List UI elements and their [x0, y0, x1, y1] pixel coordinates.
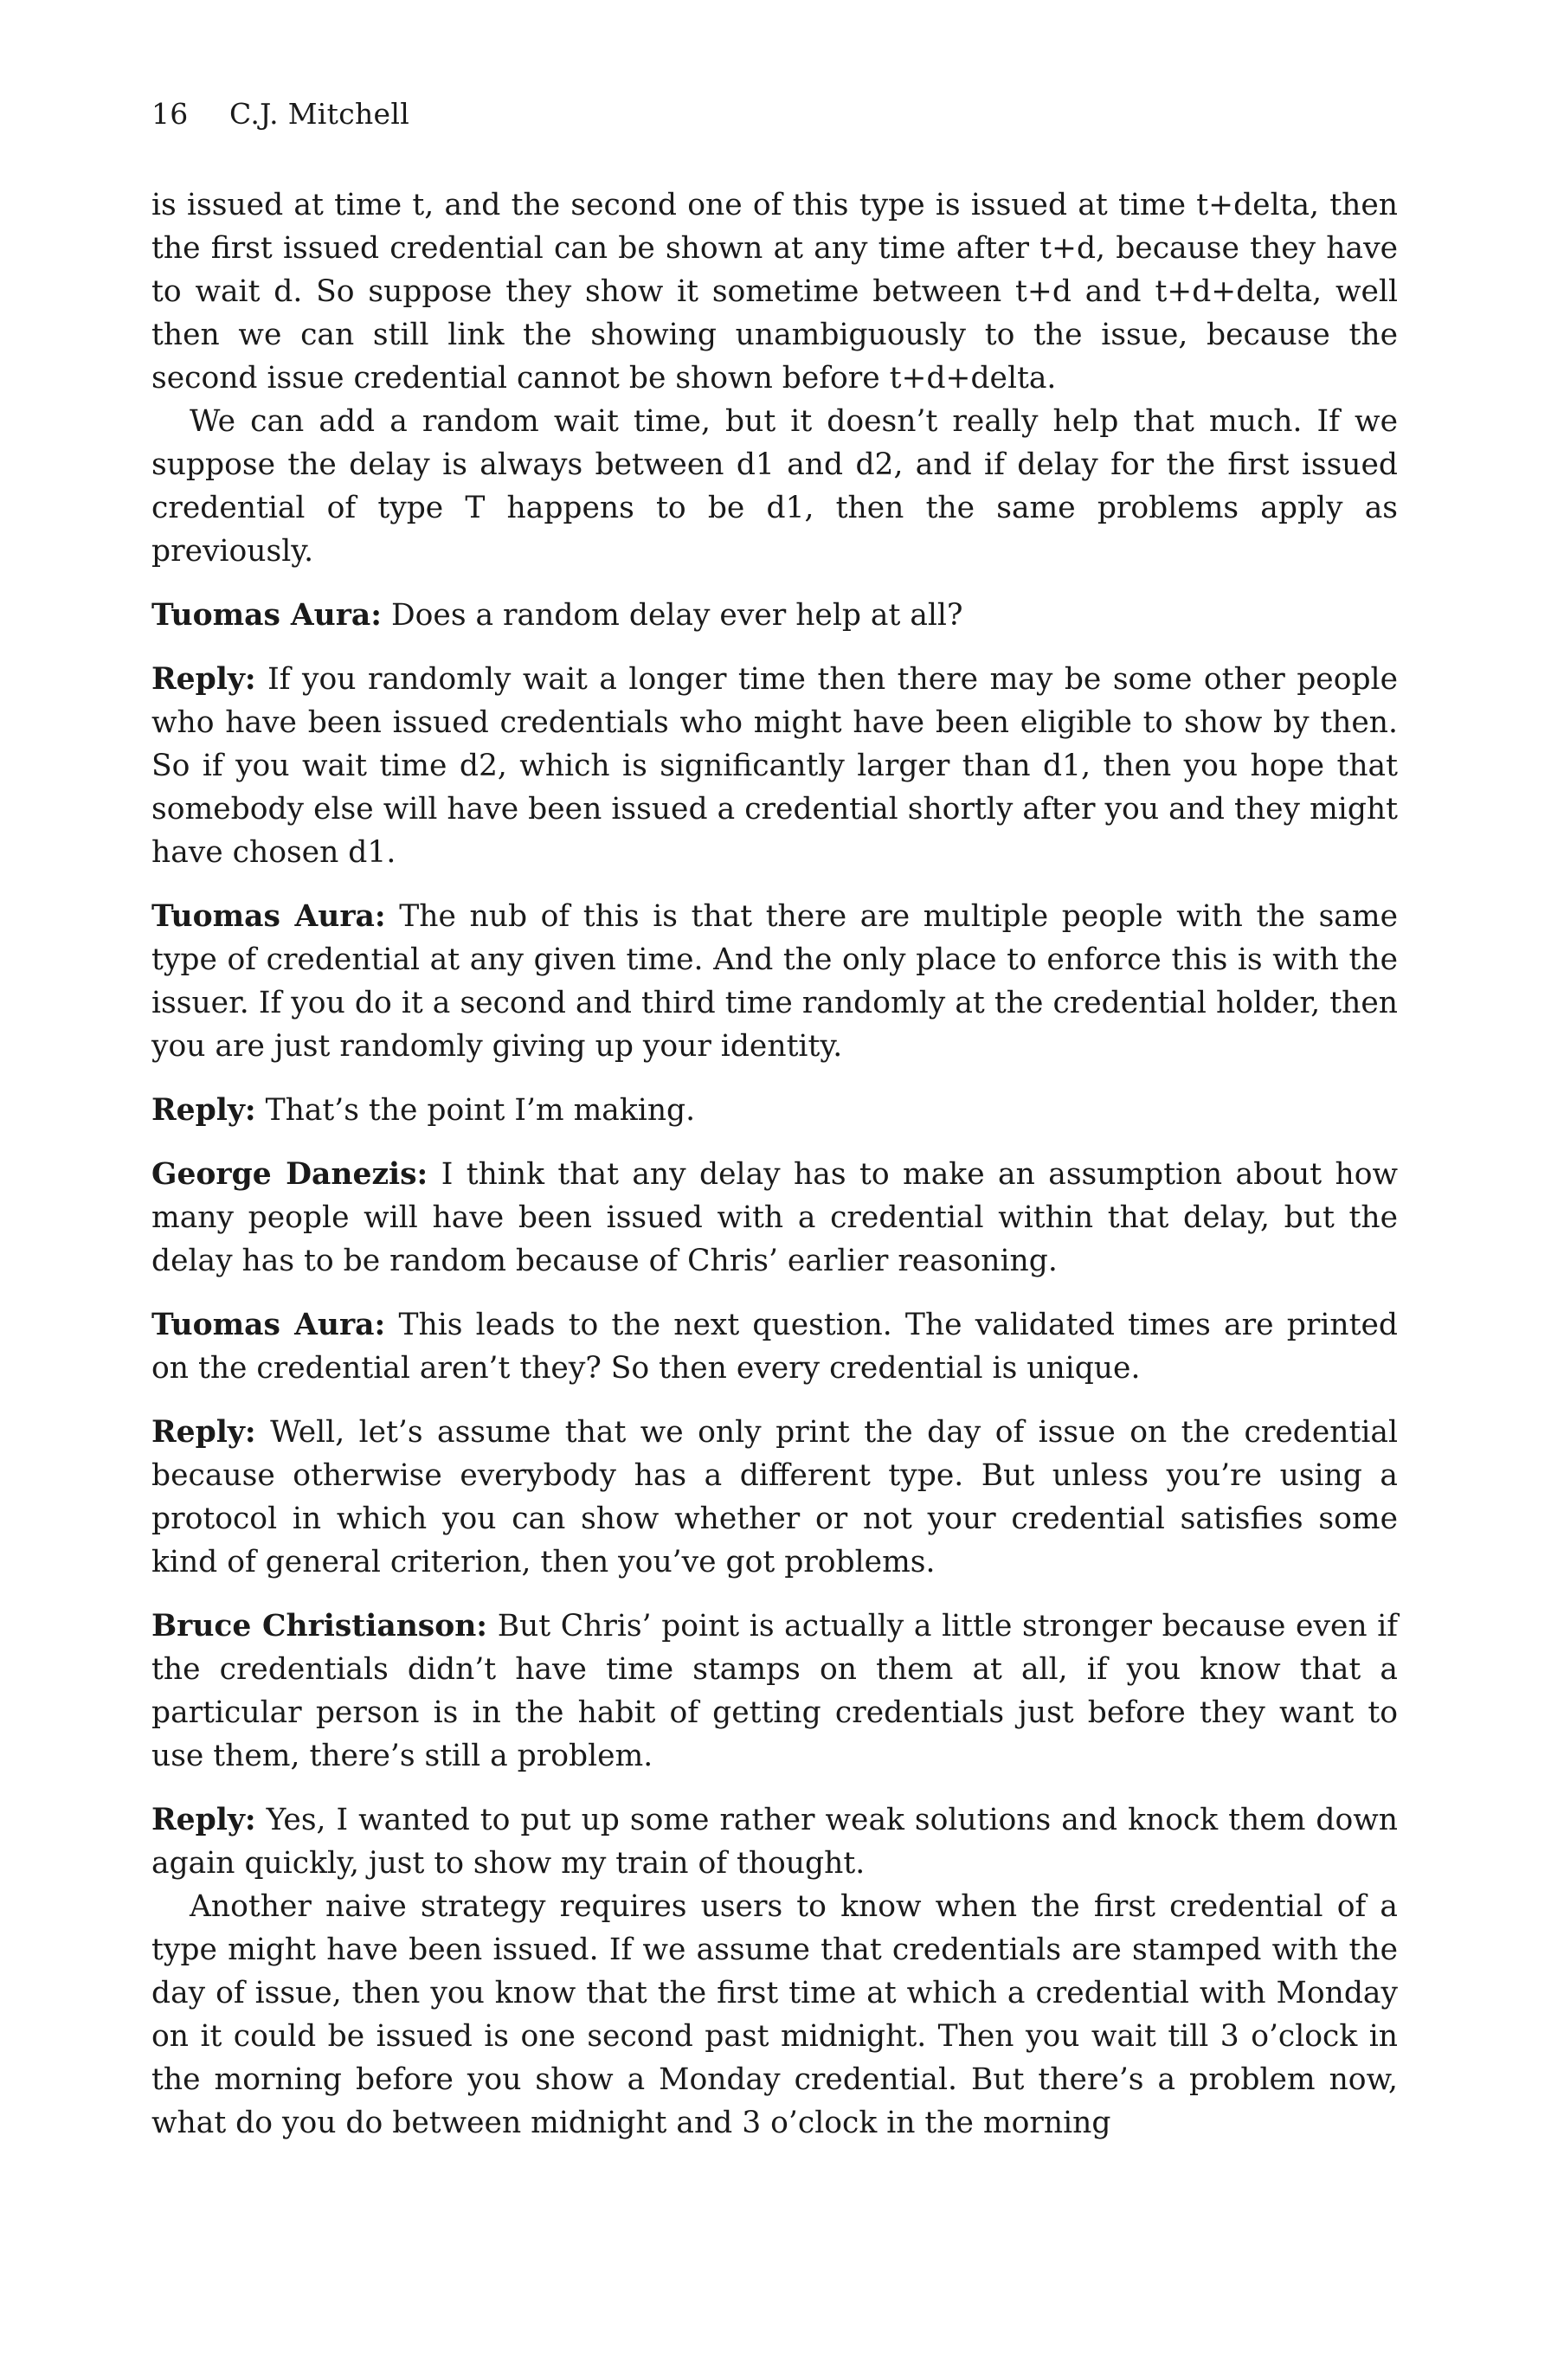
paragraph-text: That’s the point I’m making.: [265, 1093, 696, 1128]
paragraph-text: Yes, I wanted to put up some rather weak solutions and knock them down again quickly, just to show my train of thought.: [151, 1803, 1399, 1881]
paragraph-text: We can add a random wait time, but it doesn’t really help that much. If we suppose the delay is always between d1 and d2, and if delay for the first issued credential of type T happens to be d1, then the same problems apply as previously.: [151, 404, 1398, 569]
paragraph-text: is issued at time t, and the second one of this type is issued at time t+delta, then the first issued credential can be shown at any time after t+d, because they have to wait d. So suppose they show it sometime between t+d and t+d+delta, well then we can still link the showing unambiguously to the issue, because the second issue credential cannot be shown before t+d+delta.: [151, 188, 1398, 396]
paragraph-text: Does a random delay ever help at all?: [390, 598, 963, 633]
speaker-name: Reply:: [151, 1803, 256, 1837]
running-head: [151, 97, 409, 131]
speaker-name: Tuomas Aura:: [151, 598, 383, 633]
speaker-name: Tuomas Aura:: [151, 1308, 386, 1342]
paragraph-text: This leads to the next question. The validated times are printed on the credential aren’t they? So then every credential is unique.: [151, 1308, 1398, 1386]
paragraph-random-wait: [151, 400, 1398, 573]
running-head-author: C.J. Mitchell: [229, 97, 410, 131]
speaker-name: Bruce Christianson:: [151, 1609, 488, 1643]
exchange-bruce-christianson: [151, 1605, 1398, 1778]
transcript-body: [151, 183, 1398, 2145]
exchange-tuomas-aura-2: [151, 895, 1398, 1068]
paragraph-text: Another naive strategy requires users to know when the first credential of a type might have been issued. If we assume that credentials are stamped with the day of issue, then you know that the first time at which a credential with Monday on it could be issued is one second past midnight. Then you wait till 3 o’clock in the morning before you show a Monday credential. But there’s a problem now, what do you do between midnight and 3 o’clock in the morning: [151, 1889, 1398, 2140]
exchange-tuomas-aura-1: [151, 594, 1398, 637]
speaker-name: Tuomas Aura:: [151, 899, 386, 934]
paragraph-text: The nub of this is that there are multiple people with the same type of credential at any given time. And the only place to enforce this is with the issuer. If you do it a second and third time randomly at the credential holder, then you are just randomly giving up your identity.: [151, 899, 1398, 1064]
exchange-reply-3: [151, 1411, 1398, 1584]
paragraph-text: If you randomly wait a longer time then there may be some other people who have been issued credentials who might have been eligible to show by then. So if you wait time d2, which is significantly larger than d1, then you hope that somebody else will have been issued a credential shortly after you and they might have chosen d1.: [151, 662, 1399, 870]
exchange-tuomas-aura-3: [151, 1303, 1398, 1390]
paragraph-text: I think that any delay has to make an assumption about how many people will have been issued with a credential within that delay, but the delay has to be random because of Chris’ earlier reasoning.: [151, 1157, 1398, 1278]
paragraph-text: But Chris’ point is actually a little stronger because even if the credentials didn’t have time stamps on them at all, if you know that a particular person is in the habit of getting credentials just before they want to use them, there’s still a problem.: [151, 1609, 1399, 1773]
page-number: 16: [151, 97, 189, 131]
speaker-name: George Danezis:: [151, 1157, 428, 1192]
speaker-name: Reply:: [151, 1415, 256, 1450]
paragraph-text: Well, let’s assume that we only print the day of issue on the credential because otherwise everybody has a different type. But unless you’re using a protocol in which you can show whether or not your credential satisfies some kind of general criterion, then you’ve got problems.: [151, 1415, 1399, 1579]
paragraph-continuation: [151, 183, 1398, 400]
exchange-george-danezis: [151, 1153, 1398, 1283]
exchange-reply-4: [151, 1798, 1398, 1885]
speaker-name: Reply:: [151, 662, 256, 697]
paragraph-naive-strategy: [151, 1885, 1398, 2145]
exchange-reply-2: [151, 1089, 1398, 1132]
speaker-name: Reply:: [151, 1093, 256, 1128]
exchange-reply-1: [151, 658, 1398, 874]
